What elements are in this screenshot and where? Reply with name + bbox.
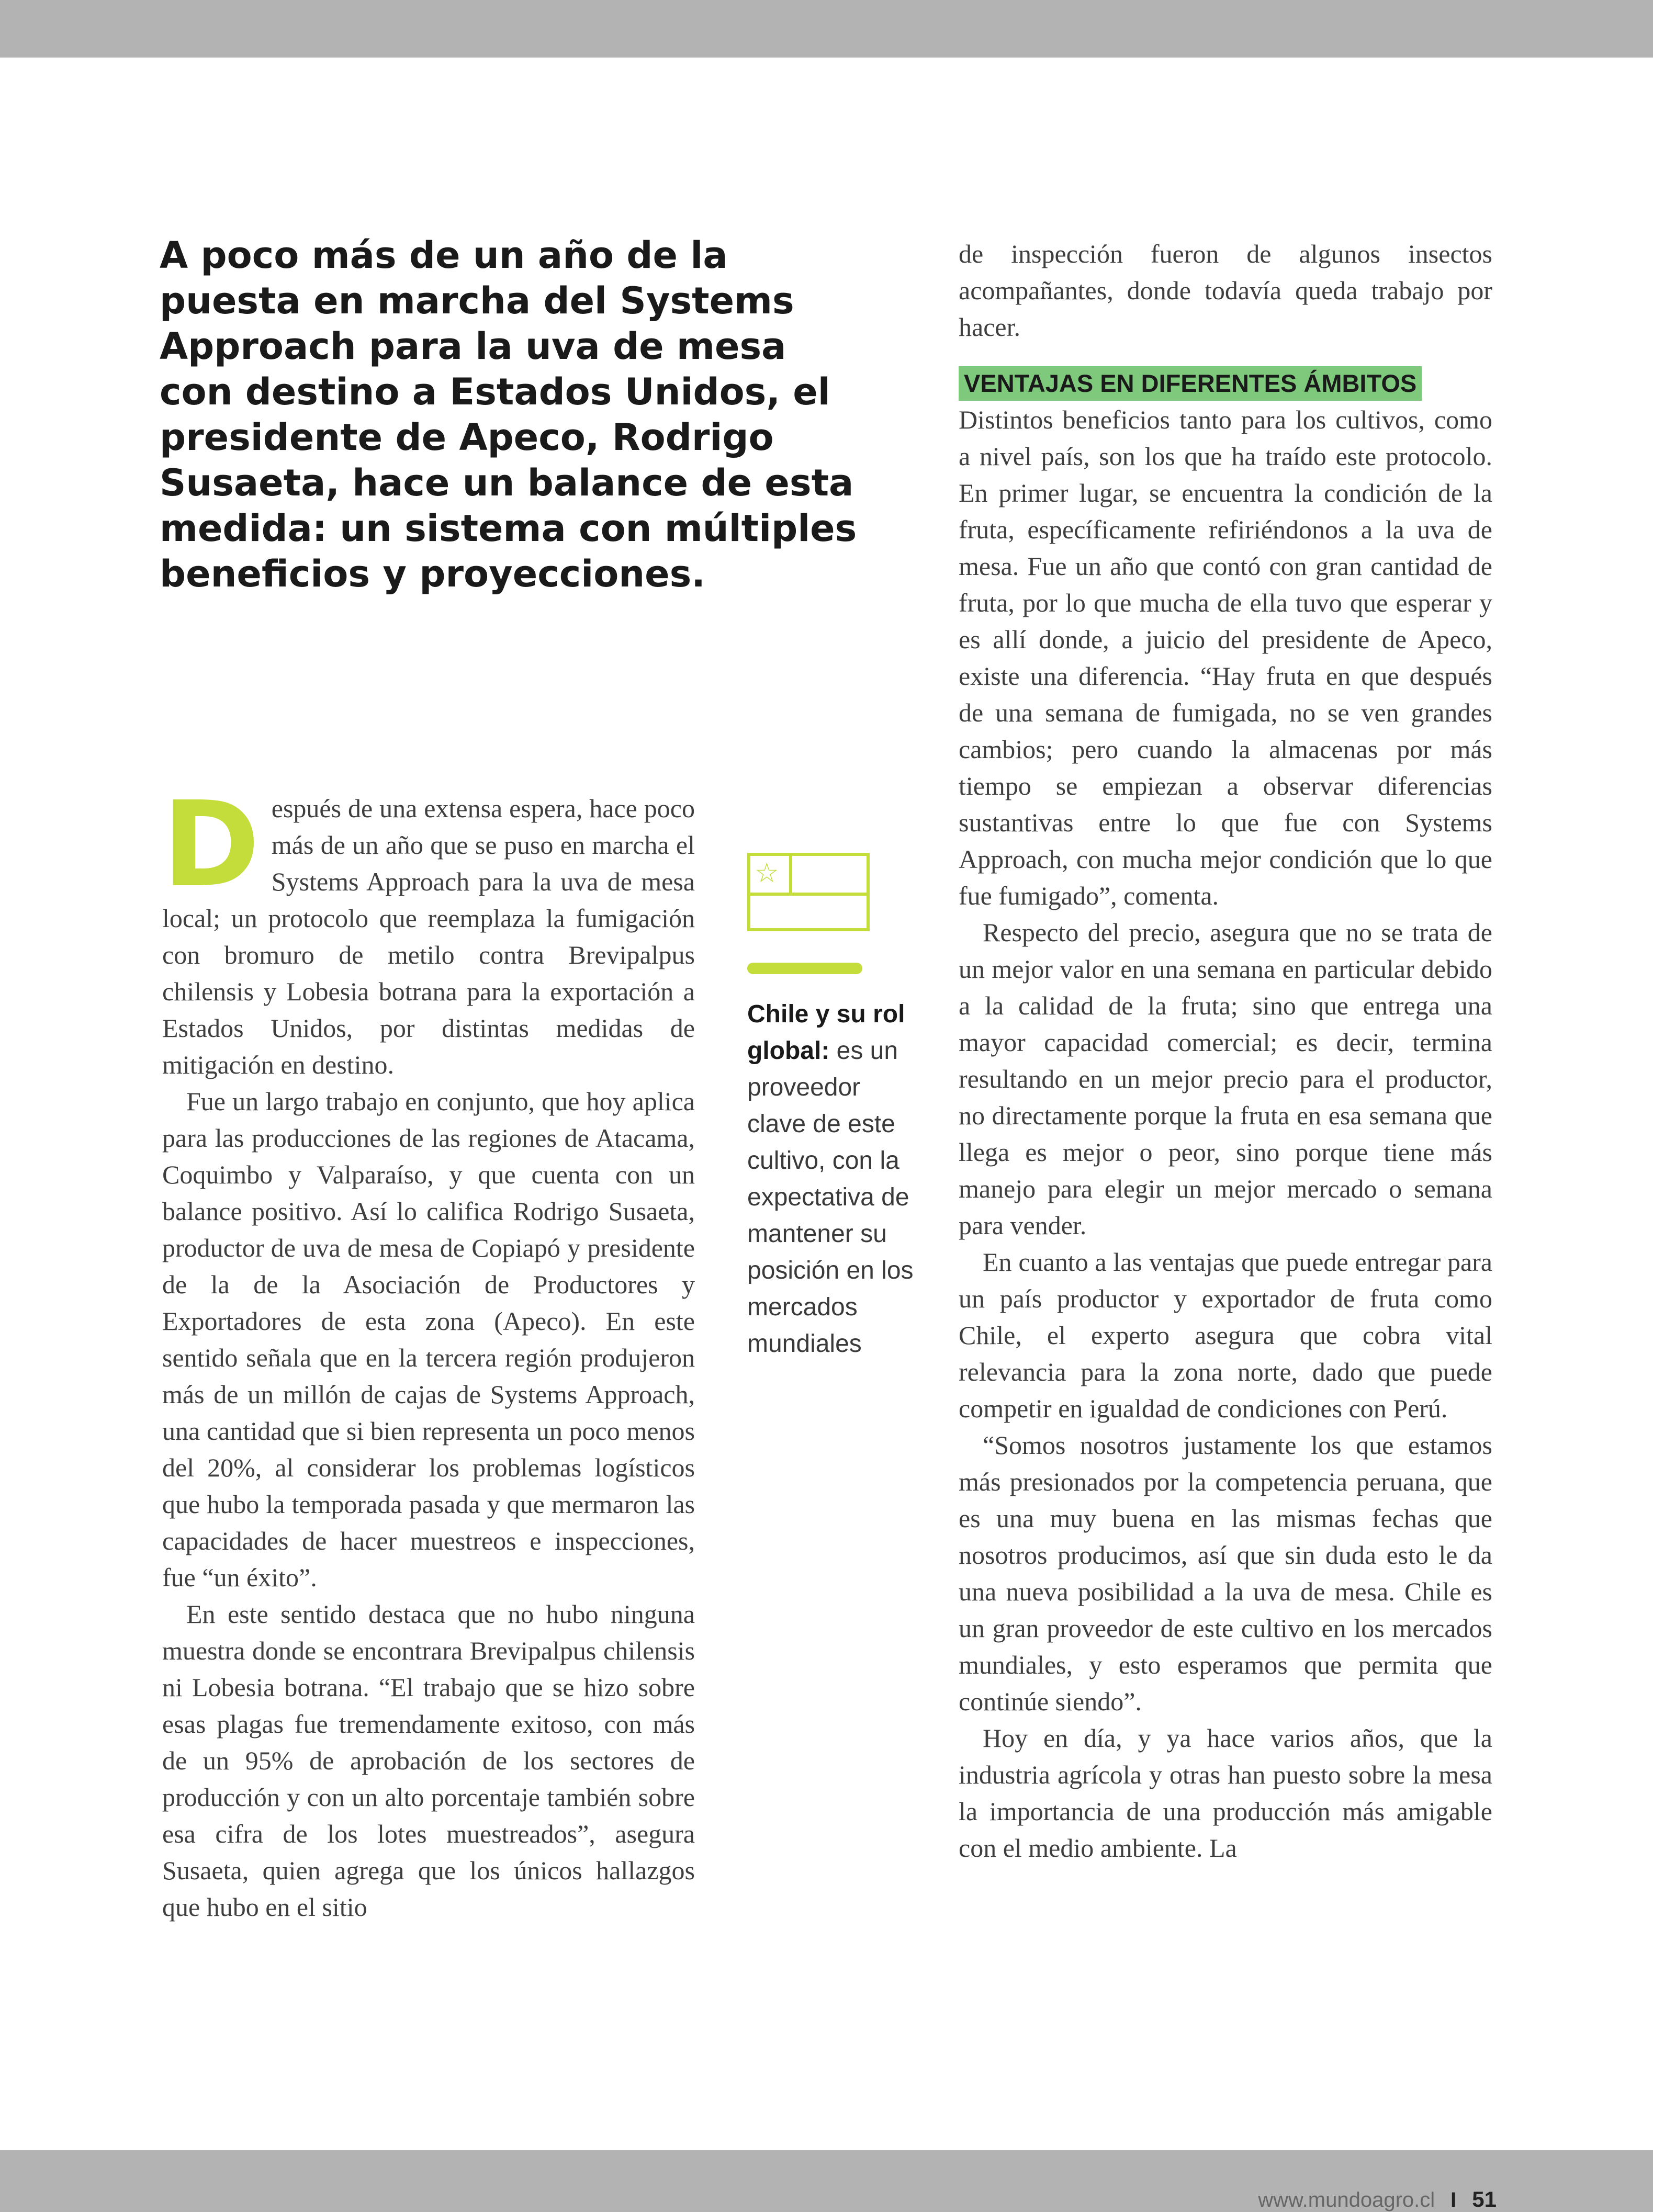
section-subhead: VENTAJAS EN DIFERENTES ÁMBITOS [959, 366, 1422, 401]
article-dek: A poco más de un año de la puesta en marcha del Systems Approach para la uva de mesa con destino a Estados Unidos, el presidente de Apeco, Rodrigo Susaeta, hace un balance de esta medida: un sistema con múltiples beneficios y proyecciones. [160, 234, 857, 595]
sidebar-caption [747, 996, 925, 1362]
chile-flag-icon [747, 853, 870, 931]
paragraph: Respecto del precio, asegura que no se trata de un mejor valor en una semana en particular debido a la calidad de la fruta; sino que entrega una mayor capacidad comercial; es decir, termina resultando en un mejor precio para el productor, no directamente porque la fruta en esa semana que llega es mejor o peor, sino porque tiene más manejo para elegir un mejor mercado o semana para vender. [959, 918, 1492, 1240]
footer-separator: I [1450, 2188, 1457, 2211]
paragraph: Fue un largo trabajo en conjunto, que hoy aplica para las producciones de las regiones de Atacama, Coquimbo y Valparaíso, y que cuenta con un balance positivo. Así lo califica Rodrigo Susaeta, productor de uva de mesa de Copiapó y presidente de la de la Asociación de Productores y Exportadores de esta zona (Apeco). En este sentido señala que en la tercera región produjeron más de un millón de cajas de Systems Approach, una cantidad que si bien representa un poco menos del 20%, al considerar los problemas logísticos que hubo la temporada pasada y que mermaron las capacidades de hacer muestreos e inspecciones, fue “un éxito”. [162, 1087, 695, 1592]
caption-title: Chile y su rol global: [747, 1000, 905, 1065]
paragraph-text: espués de una extensa espera, hace poco más de un año que se puso en marcha el Systems Approach para la uva de mesa local; un protocolo que reemplaza la fumigación con bromuro de metilo contra Brevipalpus chilensis y Lobesia botrana para la exportación a Estados Unidos, por distintas medidas de mitigación en destino. [162, 794, 695, 1079]
drop-cap: D [162, 776, 260, 913]
magazine-page [0, 58, 1653, 2211]
right-column [959, 235, 1492, 1866]
website-link[interactable]: www.mundoagro.cl [1258, 2188, 1435, 2211]
first-paragraph [162, 776, 695, 1083]
page-footer [1224, 2187, 1497, 2212]
left-column [162, 776, 695, 1925]
paragraph: Hoy en día, y ya hace varios años, que la industria agrícola y otras han puesto sobre la mesa la importancia de una producción más amigable con el medio ambiente. La [959, 1723, 1492, 1863]
paragraph: En este sentido destaca que no hubo ninguna muestra donde se encontrara Brevipalpus chilensis ni Lobesia botrana. “El trabajo que se hizo sobre esas plagas fue tremendamente exitoso, con más de un 95% de aprobación de los sectores de producción y con un alto porcentaje también sobre esa cifra de los lotes muestreados”, asegura Susaeta, quien agrega que los únicos hallazgos que hubo en el sitio [162, 1599, 695, 1922]
continuation-paragraph: de inspección fueron de algunos insectos acompañantes, donde todavía queda trabajo por hacer. [959, 239, 1492, 342]
page-number: 51 [1472, 2187, 1497, 2211]
sidebar-callout [747, 853, 925, 1362]
flag-canton [750, 856, 792, 896]
star-icon: ☆ [755, 857, 779, 889]
flag-stripe [789, 893, 867, 896]
paragraph: “Somos nosotros justamente los que estamos más presionados por la competencia peruana, que es una muy buena en las mismas fechas que nosotros producimos, así que sin duda esto le da una nueva posibilidad a la uva de mesa. Chile es un gran proveedor de este cultivo en los mercados mundiales, y esto esperamos que permita que continúe siendo”. [959, 1430, 1492, 1716]
accent-bar [747, 963, 862, 974]
paragraph: En cuanto a las ventajas que puede entregar para un país productor y exportador de fruta como Chile, el experto asegura que cobra vital relevancia para la zona norte, dado que puede competir en igualdad de condiciones con Perú. [959, 1247, 1492, 1423]
caption-text: es un proveedor clave de este cultivo, con la expectativa de mantener su posición en los mercados mundiales [747, 1037, 914, 1358]
subhead-wrapper [959, 345, 1492, 401]
paragraph: Distintos beneficios tanto para los cultivos, como a nivel país, son los que ha traído este protocolo. En primer lugar, se encuentra la condición de la fruta, específicamente refiriéndonos a la uva de mesa. Fue un año que contó con gran cantidad de fruta, por lo que mucha de ella tuvo que esperar y es allí donde, a juicio del presidente de Apeco, existe una diferencia. “Hay fruta en que después de una semana de fumigada, no se ven grandes cambios; pero cuando la almacenas por más tiempo se empiezan a observar diferencias sustantivas entre lo que fue con Systems Approach, con mucha mejor condición que lo que fue fumigado”, comenta. [959, 405, 1492, 910]
